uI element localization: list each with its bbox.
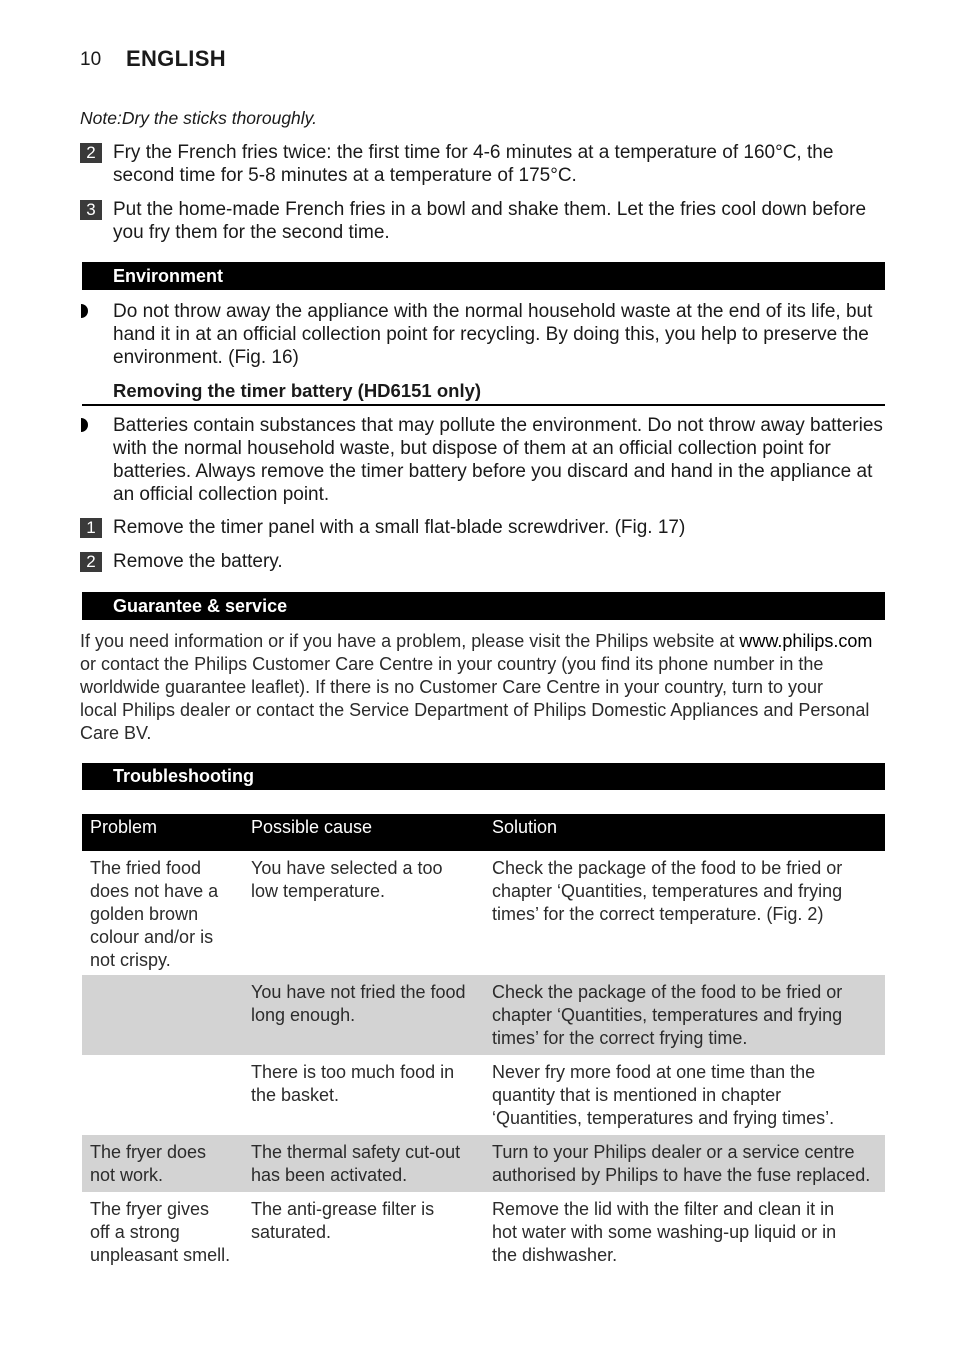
step-text: Remove the battery. [113,551,283,572]
bullet-icon [81,304,88,318]
solution-cell: Check the package of the food to be fried or chapter ‘Quantities, temperatures and frying times’ for the correct temperature. (Fig. 2) [492,858,843,924]
problem-cell: The fried food does not have a golden brown colour and/or is not crispy. [90,858,219,970]
step-number-badge: 1 [80,518,102,538]
table-row [82,975,885,1055]
column-header-possible-cause: Possible cause [243,814,484,851]
bullet-icon [81,418,88,432]
environment-heading: Environment [113,266,224,286]
step-text: Fry the French fries twice: the first time for 4-6 minutes at a temperature of 160°C, the second time for 5-8 minutes at a temperature of 175°C. [113,142,834,186]
solution-cell: Check the package of the food to be fried or chapter ‘Quantities, temperatures and frying times’ for the correct frying time. [484,975,885,1055]
troubleshooting-table [82,814,885,1272]
solution-cell: Never fry more food at one time than the quantity that is mentioned in chapter ‘Quantities, temperatures and frying times’. [492,1062,835,1128]
cause-cell: There is too much food in the basket. [251,1062,455,1105]
solution-cell: Remove the lid with the filter and clean it in hot water with some washing-up liquid or in the dishwasher. [492,1199,837,1265]
language-label: ENGLISH [126,46,226,71]
column-header-problem: Problem [82,814,243,851]
troubleshooting-heading-bar [82,763,885,790]
problem-cell: The fryer does not work. [82,1135,243,1192]
table-row [82,1192,885,1272]
battery-subheading: Removing the timer battery (HD6151 only) [113,380,482,401]
drying-note: Note:Dry the sticks thoroughly. [80,108,317,128]
guarantee-text-rest: or contact the Philips Customer Care Centre in your country (you find its phone number in the worldwide guarantee leaflet). If there is no Customer Care Centre in your country, turn to your local Philips dealer or contact the Service Department of Philips Domestic Appliances and Personal Care BV. [80,654,870,743]
table-row [82,851,885,975]
environment-heading-bar [82,262,885,290]
column-header-solution: Solution [484,814,885,851]
website-link[interactable]: www.philips.com [739,631,873,651]
step-text: Remove the timer panel with a small flat-blade screwdriver. (Fig. 17) [113,517,686,538]
solution-cell: Turn to your Philips dealer or a service centre authorised by Philips to have the fuse replaced. [484,1135,885,1192]
environment-bullet-text: Do not throw away the appliance with the normal household waste at the end of its life, but hand it in at an official collection point for recycling. By doing this, you help to preserve the environment. (Fig. 16) [113,301,873,368]
guarantee-heading-bar [82,592,885,620]
guarantee-paragraph [80,630,872,745]
step-text: Put the home-made French fries in a bowl and shake them. Let the fries cool down before you fry them for the second time. [113,199,867,243]
subheading-divider [82,404,885,406]
cause-cell: You have not fried the food long enough. [243,975,484,1055]
page-number: 10 [80,49,102,70]
table-header-row [82,814,885,851]
cause-cell: The thermal safety cut-out has been activated. [243,1135,484,1192]
table-row [82,1135,885,1192]
table-row [82,1055,885,1135]
cause-cell: The anti-grease filter is saturated. [251,1199,435,1242]
guarantee-heading: Guarantee & service [113,596,288,616]
step-number-badge: 2 [80,143,102,163]
problem-cell: The fryer gives off a strong unpleasant smell. [90,1199,231,1265]
battery-bullet-text: Batteries contain substances that may pollute the environment. Do not throw away batteries with the normal household waste, but dispose of them at an official collection point for batteries. Always remove the timer battery before you discard and hand in the appliance at an official collection point. [113,415,883,505]
guarantee-text-start: If you need information or if you have a problem, please visit the Philips website at [80,631,740,651]
cause-cell: You have selected a too low temperature. [251,858,443,901]
problem-cell [82,975,243,1055]
step-number-badge: 3 [80,200,102,220]
troubleshooting-heading: Troubleshooting [113,766,254,786]
step-number-badge: 2 [80,552,102,572]
problem-cell [82,1055,243,1135]
